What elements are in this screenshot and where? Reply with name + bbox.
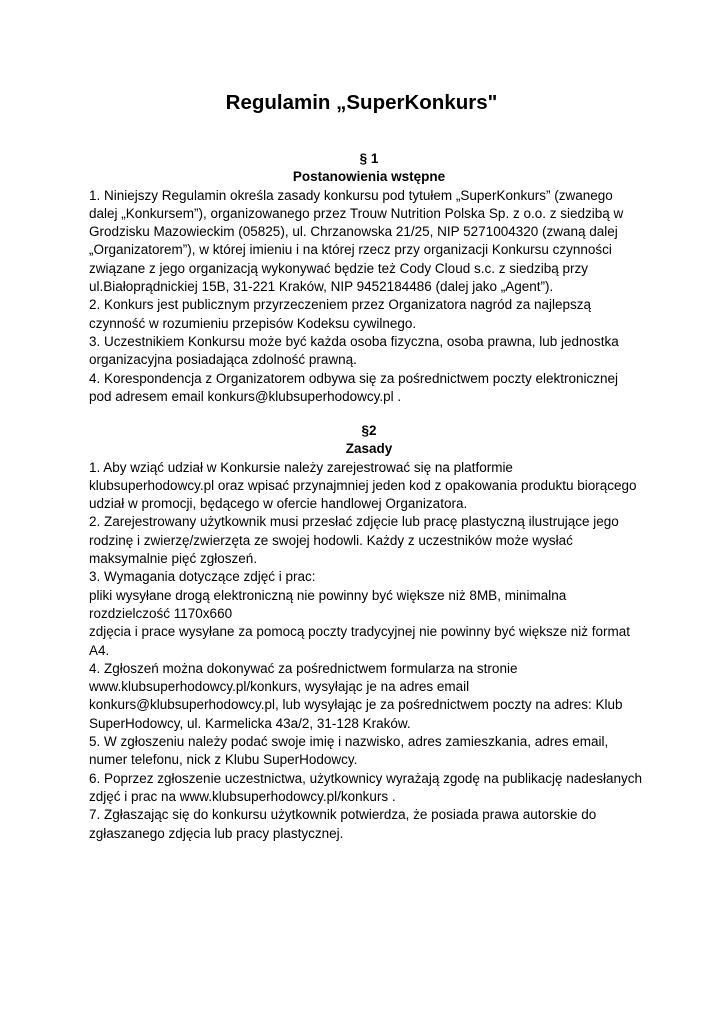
paragraph-line: maksymalnie pięć zgłoszeń.	[89, 551, 258, 567]
paragraph-line: związane z jego organizacją wykonywać będzie też Cody Cloud s.c. z siedzibą przy	[89, 260, 588, 276]
paragraph-line: udział w promocji, będącego w ofercie handlowej Organizatora.	[89, 496, 468, 512]
paragraph-line: 5. W zgłoszeniu należy podać swoje imię i nazwisko, adres zamieszkania, adres email,	[89, 734, 609, 750]
paragraph-line: SuperHodowcy, ul. Karmelicka 43a/2, 31-128 Kraków.	[89, 715, 411, 731]
paragraph-line: ul.Białoprądnickiej 15B, 31-221 Kraków, NIP 9452184486 (dalej jako „Agent”).	[89, 279, 554, 295]
paragraph-line: „Organizatorem”), w której imieniu i na której rzecz przy organizacji Konkursu czynności	[89, 242, 612, 258]
section-heading: Zasady	[345, 441, 393, 457]
paragraph-line: zdjęć i prac na www.klubsuperhodowcy.pl/konkurs .	[89, 788, 396, 804]
paragraph-line: www.klubsuperhodowcy.pl/konkurs, wysyłając je na adres email	[89, 679, 470, 695]
paragraph-line: 2. Zarejestrowany użytkownik musi przesłać zdjęcie lub pracę plastyczną ilustrujące jego	[89, 514, 619, 530]
paragraph-line: organizacyjna posiadająca zdolność prawną.	[89, 352, 357, 368]
paragraph-line: 3. Wymagania dotyczące zdjęć i prac:	[89, 569, 316, 585]
section-1	[89, 150, 649, 406]
paragraph-line: zgłaszanego zdjęcia lub pracy plastycznej.	[89, 825, 344, 841]
paragraph-line: 3. Uczestnikiem Konkursu może być każda osoba fizyczna, osoba prawna, lub jednostka	[89, 333, 619, 349]
document-title: Regulamin „SuperKonkurs"	[225, 91, 498, 114]
paragraph-line: Grodzisku Mazowieckim (05825), ul. Chrzanowska 21/25, NIP 5271004320 (zwaną dalej	[89, 224, 618, 240]
paragraph-line: numer telefonu, nick z Klubu SuperHodowcy.	[89, 752, 358, 768]
section-number: § 1	[359, 151, 379, 166]
paragraph-line: 2. Konkurs jest publicznym przyrzeczeniem przez Organizatora nagród za najlepszą	[89, 297, 591, 313]
paragraph-line: 6. Poprzez zgłoszenie uczestnictwa, użytkownicy wyrażają zgodę na publikację nadesłanych	[89, 770, 643, 786]
paragraph-line: 4. Korespondencja z Organizatorem odbywa się za pośrednictwem poczty elektronicznej	[89, 370, 619, 386]
paragraph-line: rozdzielczość 1170x660	[89, 605, 233, 621]
section-number: §2	[361, 423, 377, 438]
paragraph-line: 1. Aby wziąć udział w Konkursie należy zarejestrować się na platformie	[89, 459, 513, 475]
paragraph-line: klubsuperhodowcy.pl oraz wpisać przynajmniej jeden kod z opakowania produktu biorącego	[89, 477, 637, 493]
paragraph-line: 7. Zgłaszając się do konkursu użytkownik potwierdza, że posiada prawa autorskie do	[89, 807, 597, 823]
paragraph-line: 4. Zgłoszeń można dokonywać za pośrednictwem formularza na stronie	[89, 660, 518, 676]
paragraph-line: rodzinę i zwierzę/zwierzęta ze swojej hodowli. Każdy z uczestników może wysłać	[89, 532, 573, 548]
paragraph-line: A4.	[89, 642, 110, 658]
paragraph-line: dalej „Konkursem”), organizowanego przez Trouw Nutrition Polska Sp. z o.o. z siedzibą w	[89, 205, 624, 221]
paragraph-line: pod adresem email konkurs@klubsuperhodowcy.pl .	[89, 388, 402, 404]
paragraph-line: konkurs@klubsuperhodowcy.pl, lub wysyłając je za pośrednictwem poczty na adres: Klub	[89, 697, 623, 713]
paragraph-line: pliki wysyłane drogą elektroniczną nie powinny być większe niż 8MB, minimalna	[89, 587, 567, 603]
paragraph-line: czynność w rozumieniu przepisów Kodeksu cywilnego.	[89, 315, 417, 331]
section-2	[89, 422, 649, 843]
section-heading: Postanowienia wstępne	[292, 169, 446, 185]
paragraph-line: 1. Niniejszy Regulamin określa zasady konkursu pod tytułem „SuperKonkurs” (zwanego	[89, 187, 613, 203]
paragraph-line: zdjęcia i prace wysyłane za pomocą poczty tradycyjnej nie powinny być większe niż format	[89, 624, 630, 640]
